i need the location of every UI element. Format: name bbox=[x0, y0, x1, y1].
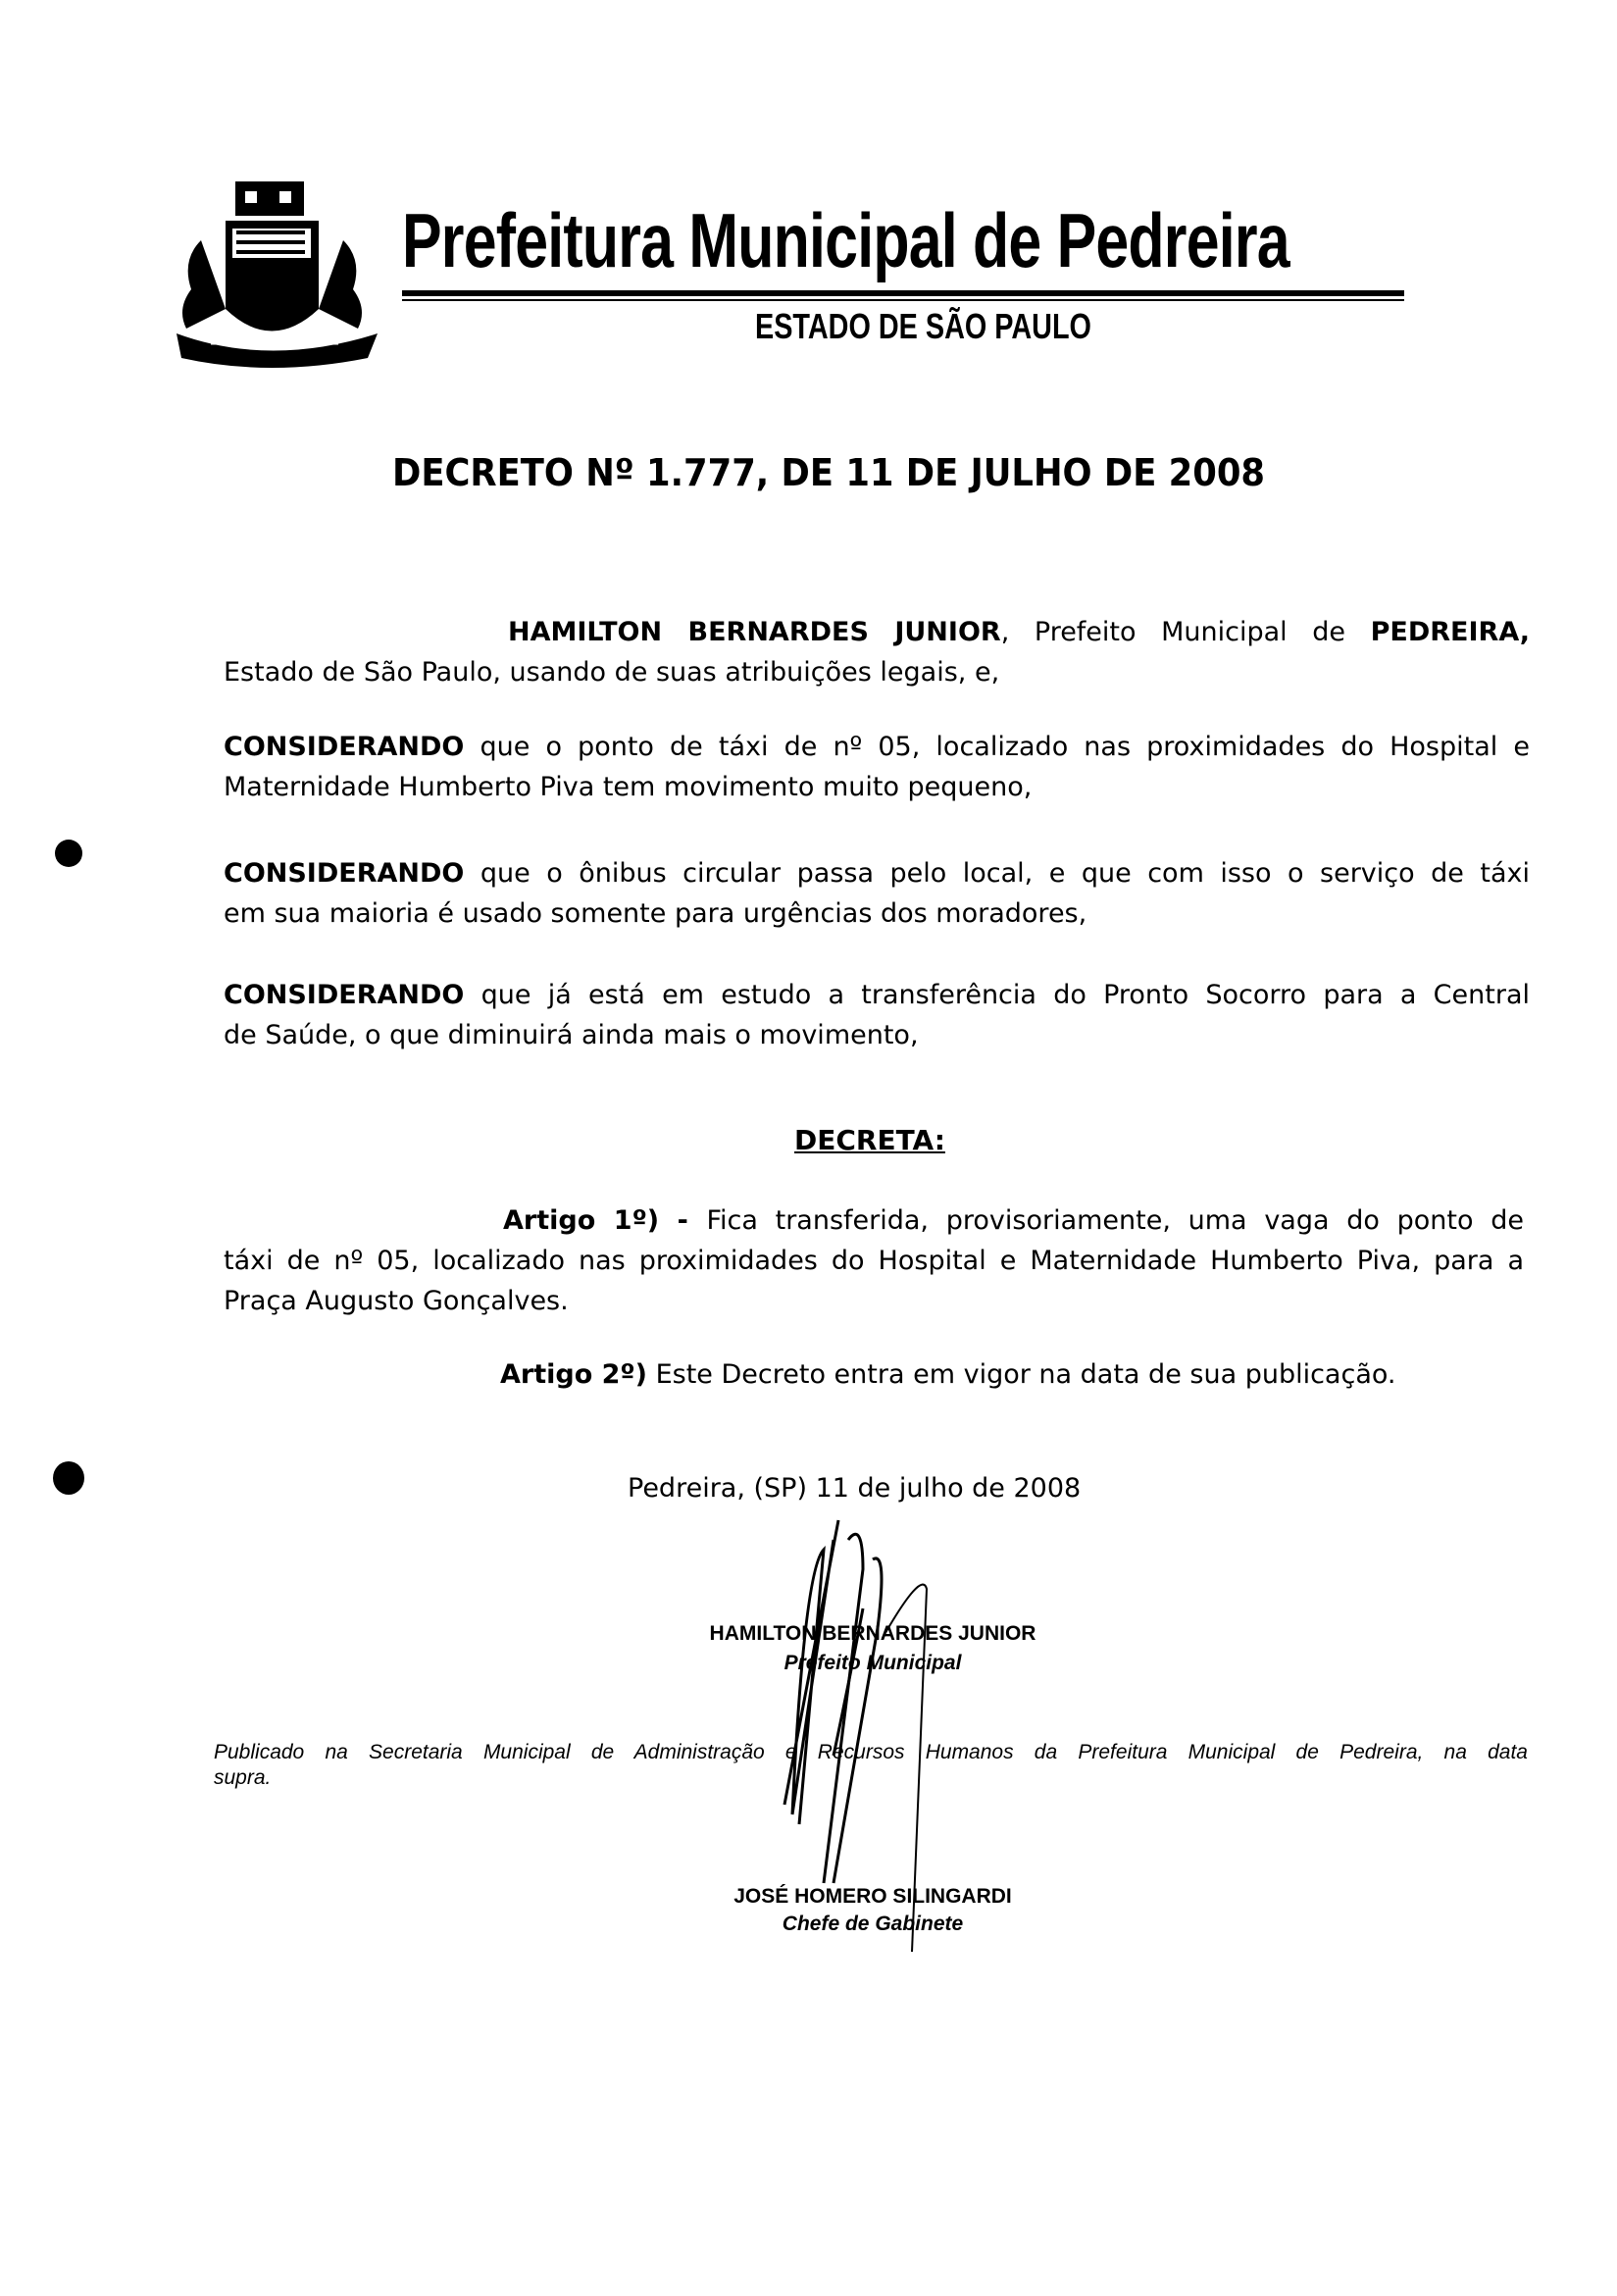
signatory-1-name: HAMILTON BERNARDES JUNIOR bbox=[709, 1622, 1036, 1645]
punch-hole-mark bbox=[53, 1461, 84, 1495]
coat-of-arms-logo bbox=[172, 181, 387, 368]
considerando-1 bbox=[224, 727, 1530, 807]
preamble bbox=[224, 612, 1530, 692]
header-rule-thin bbox=[402, 299, 1404, 301]
considerando-text: Maternidade Humberto Piva tem movimento muito pequeno, bbox=[224, 772, 1033, 802]
considerando-text: em sua maioria é usado somente para urgências dos moradores, bbox=[224, 898, 1087, 929]
considerando-label: CONSIDERANDO bbox=[224, 980, 465, 1010]
artigo-text: Este Decreto entra em vigor na data de sua publicação. bbox=[647, 1359, 1396, 1390]
mayor-name: HAMILTON BERNARDES JUNIOR bbox=[508, 617, 1001, 647]
preamble-text: , Prefeito Municipal de bbox=[1000, 617, 1371, 647]
publication-line: Publicado na Secretaria Municipal de Administração e Recursos Humanos da Prefeitura Municipal de Pedreira, na data bbox=[214, 1741, 1528, 1763]
publication-line: supra. bbox=[214, 1766, 272, 1789]
considerando-label: CONSIDERANDO bbox=[224, 732, 465, 762]
artigo-text: Praça Augusto Gonçalves. bbox=[224, 1286, 569, 1316]
considerando-text: que já está em estudo a transferência do Pronto Socorro para a Central bbox=[464, 980, 1530, 1010]
considerando-3 bbox=[224, 975, 1530, 1055]
city-name: PEDREIRA, bbox=[1370, 617, 1530, 647]
considerando-label: CONSIDERANDO bbox=[224, 858, 465, 889]
signatory-2-name: JOSÉ HOMERO SILINGARDI bbox=[733, 1885, 1012, 1908]
artigo-label: Artigo 2º) bbox=[500, 1359, 648, 1390]
decreta-heading: DECRETA: bbox=[794, 1124, 945, 1156]
header-title: Prefeitura Municipal de Pedreira bbox=[402, 197, 1289, 283]
considerando-text: de Saúde, o que diminuirá ainda mais o movimento, bbox=[224, 1020, 919, 1050]
preamble-line2: Estado de São Paulo, usando de suas atribuições legais, e, bbox=[224, 657, 1000, 688]
considerando-2 bbox=[224, 853, 1530, 934]
artigo-2 bbox=[500, 1359, 1396, 1390]
header-subtitle: ESTADO DE SÃO PAULO bbox=[755, 306, 1091, 346]
signatory-1-role: Prefeito Municipal bbox=[783, 1652, 962, 1674]
artigo-text: táxi de nº 05, localizado nas proximidades do Hospital e Maternidade Humberto Piva, para a bbox=[224, 1246, 1524, 1276]
place-date: Pedreira, (SP) 11 de julho de 2008 bbox=[628, 1473, 1082, 1504]
artigo-label: Artigo 1º) - bbox=[503, 1205, 707, 1236]
signature bbox=[765, 1510, 1020, 1952]
artigo-text: Fica transferida, provisoriamente, uma vaga do ponto de bbox=[706, 1205, 1524, 1236]
artigo-1 bbox=[224, 1200, 1524, 1321]
decree-title: DECRETO Nº 1.777, DE 11 DE JULHO DE 2008 bbox=[392, 451, 1266, 494]
punch-hole-mark bbox=[55, 840, 82, 867]
header-rule bbox=[402, 290, 1404, 296]
considerando-text: que o ponto de táxi de nº 05, localizado nas proximidades do Hospital e bbox=[464, 732, 1530, 762]
signatory-2-role: Chefe de Gabinete bbox=[782, 1913, 964, 1935]
considerando-text: que o ônibus circular passa pelo local, e que com isso o serviço de táxi bbox=[464, 858, 1530, 889]
